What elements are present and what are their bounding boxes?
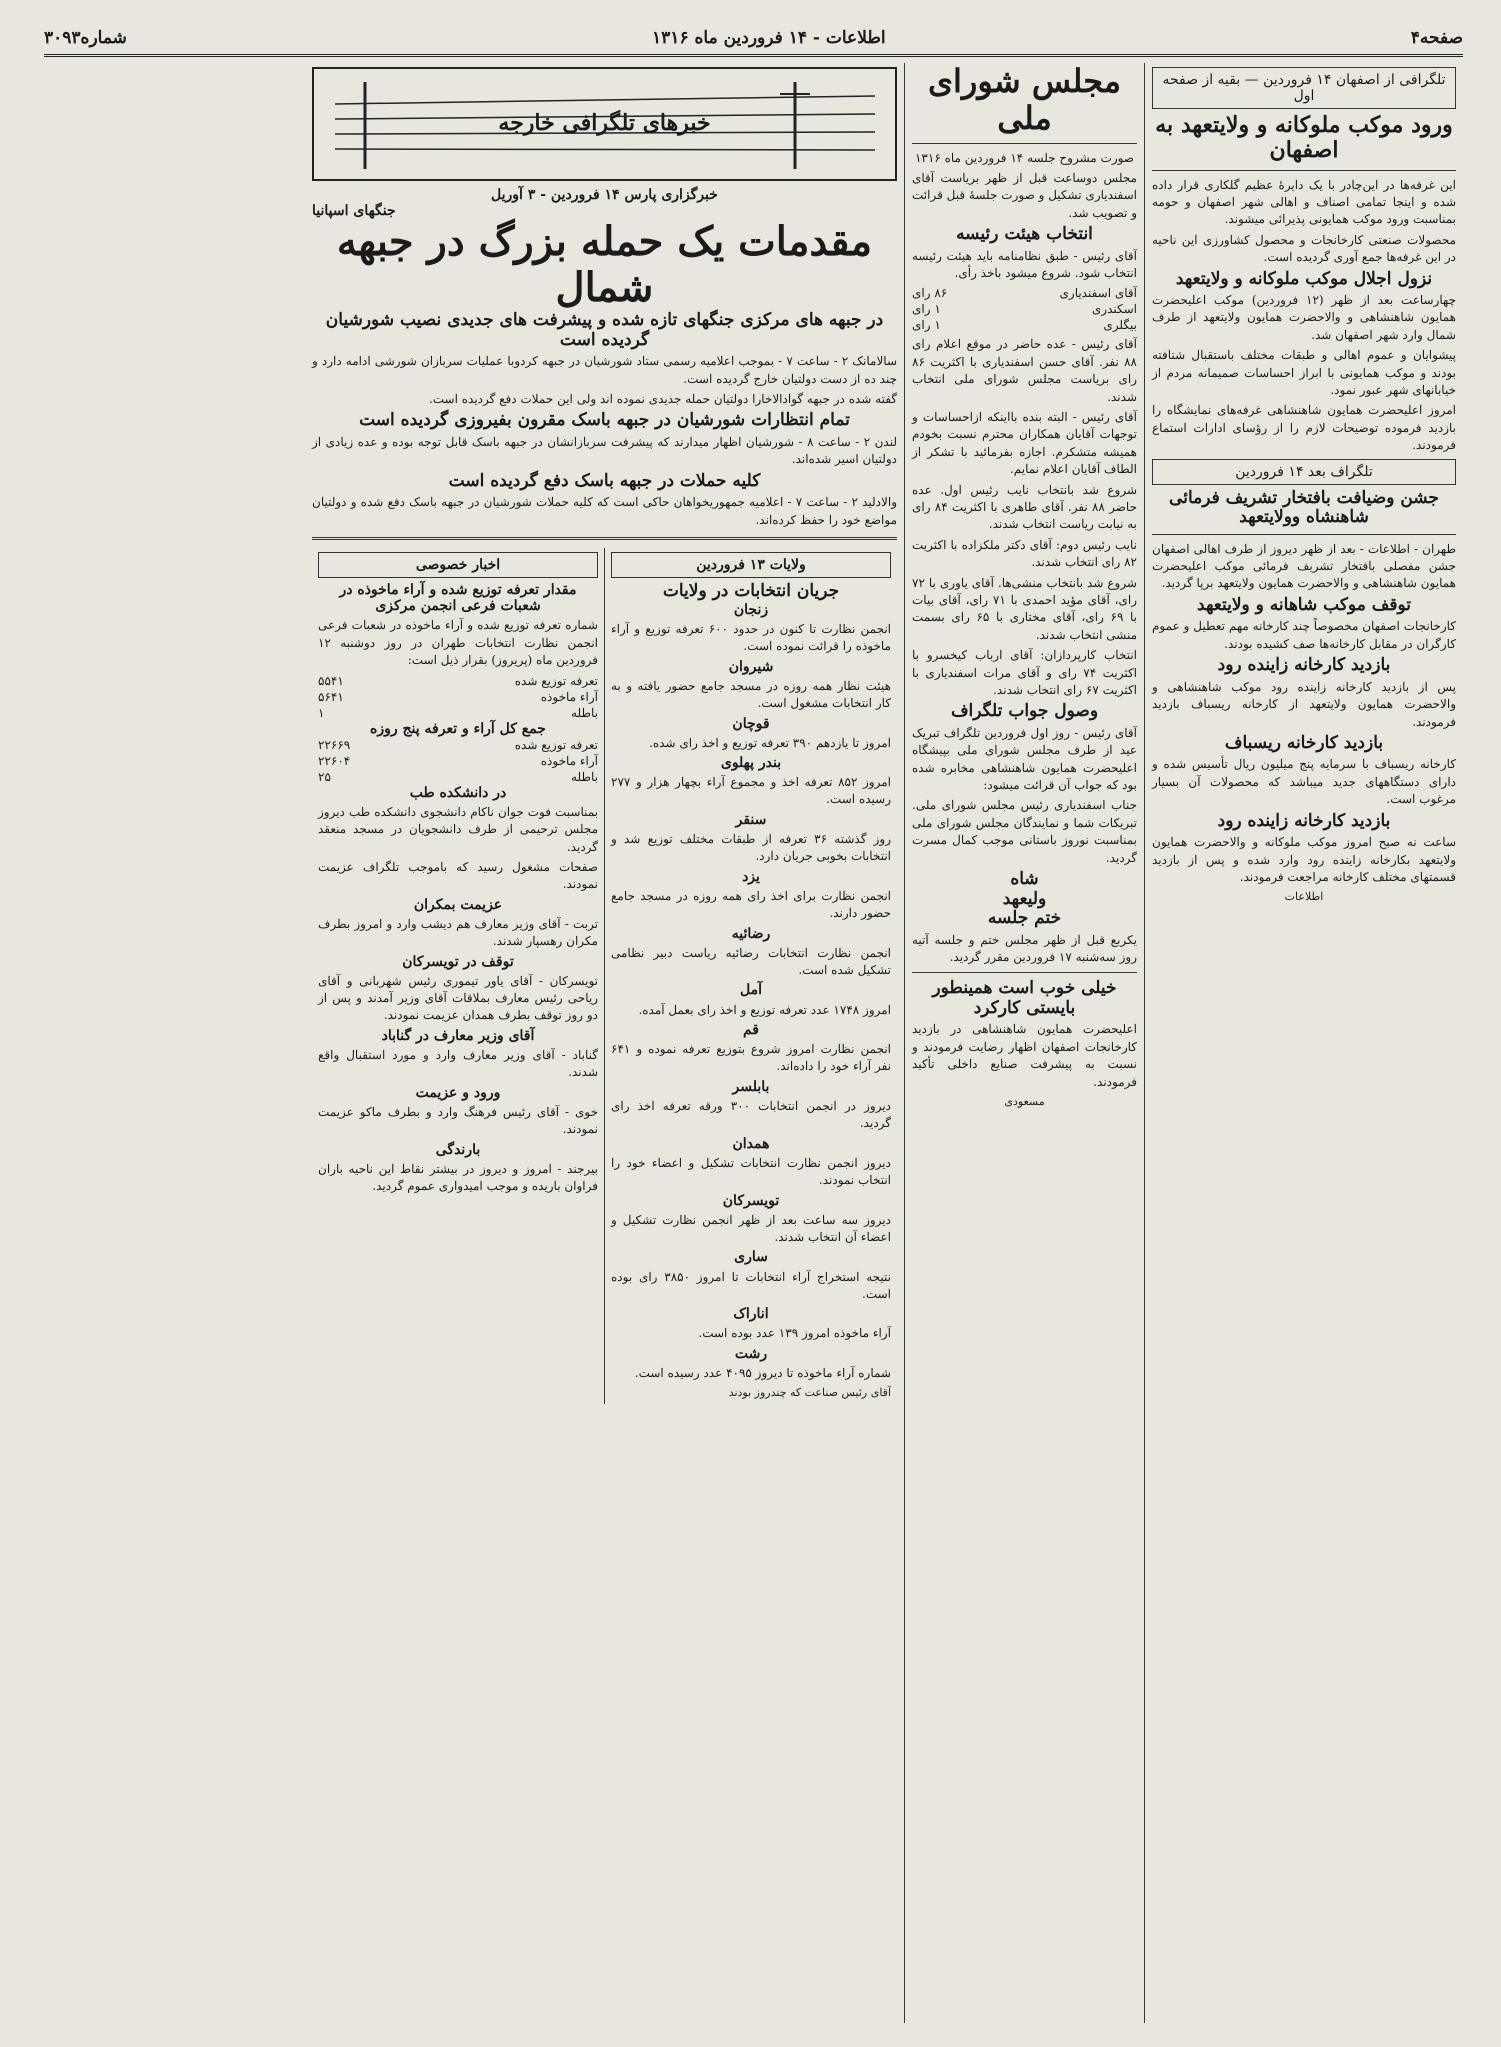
subhead: ختم جلسه <box>987 908 1062 929</box>
total-row: آراء ماخوذه ۲۲۶۰۴ <box>318 753 598 768</box>
paragraph: پیشوایان و عموم اهالی و طبقات مختلف باستقبال شتافته بودند و موکب همایونی با ابراز احساسات صمیمانه مردم از خیابانهای شهر عبور نمود. <box>1152 348 1456 398</box>
paragraph: مجلس دوساعت قبل از ظهر بریاست آقای اسفندیاری تشکیل و صورت جلسهٔ قبل قرائت و تصویب شد. <box>912 170 1137 220</box>
paragraph: کارخانه ریسباف با سرمایه پنج میلیون ریال تأسیس شده و دارای دستگاههای جدید میباشد که محصولات آن بسیار مرغوب است. <box>1152 757 1456 807</box>
province-report: دیروز انجمن نظارت انتخابات تشکیل و اعضاء خود را انتخاب نمودند. <box>611 1155 891 1188</box>
paragraph: محصولات صنعتی کارخانجات و محصول کشاورزی این ناحیه در این غرفه‌ها جمع آوری گردیده است. <box>1152 232 1456 265</box>
subhead: توقف موکب شاهانه و ولایتعهد <box>1197 594 1411 615</box>
signature: اطلاعات <box>1284 890 1324 904</box>
province-name: آمل <box>740 982 762 999</box>
signature: مسعودی <box>1004 1095 1045 1109</box>
subhead: مقدار تعرفه توزیع شده و آراء ماخوذه در شعبات فرعی انجمن مرکزی <box>339 582 577 615</box>
subhead: آقای وزیر معارف در گناباد <box>381 1027 535 1044</box>
tag-telegraph-after: تلگراف بعد ۱۴ فروردین <box>1152 459 1456 485</box>
paragraph: والادلید ۲ - ساعت ۷ - اعلامیه جمهوریخواهان حاکی است که کلیه حملات شورشیان در جبهه باسک دفع شده و دولتیان مواضع خود را حفظ کرده‌اند. <box>312 495 897 527</box>
dateline: خبرگزاری پارس ۱۴ فروردین - ۳ آوریل <box>491 187 718 203</box>
paragraph: آقای رئیس - روز اول فروردین تلگراف تبریک عید از طرف مجلس شورای ملی بپیشگاه اعلیحضرت همایون شاهنشاهی مخابره شده بود که جواب آن قرائت میشود: <box>912 725 1137 793</box>
subhead: کلیه حملات در جبهه باسک دفع گردیده است <box>448 470 761 491</box>
tally-row: باطله ۱ <box>318 705 598 720</box>
subhead: جمع کل آراء و تعرفه پنج روزه <box>370 720 546 737</box>
province-name: رشت <box>734 1345 768 1362</box>
provinces-column <box>605 548 897 1404</box>
province-report: انجمن نظارت امروز شروع بتوزیع تعرفه نموده و ۶۴۱ نفر آراء خود را داده‌اند. <box>611 1042 891 1074</box>
province-name: بابلسر <box>732 1078 770 1095</box>
subhead: جشن وضیافت بافتخار تشریف فرمائی شاهنشاه وولایتعهد <box>1169 487 1439 528</box>
masthead <box>44 28 1463 57</box>
province-report: امروز ۸۵۲ تعرفه اخذ و مجموع آراء بچهار هزار و ۲۷۷ رسیده است. <box>611 775 891 807</box>
provinces-subhead: جریان انتخابات در ولایات <box>662 581 840 602</box>
page-number: صفحه۴ <box>1410 28 1463 48</box>
columns <box>44 63 1463 2023</box>
province-report: هیئت نظار همه روزه در مسجد جامع حضور یافته و به کار انتخابات مشغول است. <box>611 678 891 711</box>
column-isfahan <box>1145 63 1463 2023</box>
paragraph: بمناسبت فوت جوان ناکام دانشجوی دانشکده طب دیروز مجلس ترحیمی از طرف دانشجویان در مسجد منعقد گردید. <box>318 804 598 854</box>
province-report: انجمن نظارت برای اخذ رای همه روزه در مسجد جامع حضور دارند. <box>611 888 891 921</box>
vote-table <box>912 285 1137 333</box>
province-name: همدان <box>732 1135 770 1152</box>
banner-title: خبرهای تلگرافی خارجه <box>498 110 711 137</box>
signature: آقای رئیس صناعت که چندروز بودند <box>728 1386 891 1400</box>
issue-number: شماره۳۰۹۳ <box>44 28 127 48</box>
subhead: ورود و عزیمت <box>415 1084 501 1101</box>
province-name: قم <box>742 1021 759 1038</box>
paragraph: سالامانک ۲ - ساعت ۷ - بموجب اعلامیه رسمی ستاد شورشیان در جبهه کردوبا عملیات سربازان شورشی ادامه دارد و چند ده از دست دولتیان خارج گردیده است. <box>312 354 898 386</box>
province-name: تویسرکان <box>722 1192 780 1209</box>
subhead: در دانشکده طب <box>409 784 507 801</box>
tally-row: تعرفه توزیع شده ۵۵۴۱ <box>318 673 598 688</box>
province-report: شماره آراء ماخوذه تا دیروز ۴۰۹۵ عدد رسیده است. <box>634 1365 891 1380</box>
tally-table <box>318 673 598 721</box>
column-world <box>305 63 905 2023</box>
province-name: اناراک <box>733 1306 769 1323</box>
paragraph: طهران - اطلاعات - بعد از ظهر دیروز از طرف اهالی اصفهان جشن مفصلی بافتخار تشریف فرمائی موکب اعلیحضرت همایون شاهنشاهی و والاحضرت همایون ولایتعهد برپا گردید. <box>1152 541 1456 591</box>
paragraph: شروع شد بانتخاب نایب رئیس اول. عده حاضر ۸۸ نفر. آقای طاهری با اکثریت ۸۴ رای به نیابت ریاست انتخاب شدند. <box>912 482 1137 532</box>
headline-isfahan: ورود موکب ملوکانه و ولایتعهد به اصفهان <box>1155 112 1453 164</box>
subhead: بازدید کارخانه زاینده رود <box>1217 655 1391 676</box>
quote: جناب اسفندیاری رئیس مجلس شورای ملی. تبریکات شما و نمایندگان مجلس شورای ملی بمناسبت نوروز باستانی موجب کمال مسرت گردید. <box>912 798 1137 865</box>
tag-telegraph: تلگرافی از اصفهان ۱۴ فروردین — بقیه از صفحه اول <box>1152 67 1456 109</box>
province-name: قوچان <box>732 715 770 732</box>
dateline: صورت مشروح جلسه ۱۴ فروردین ماه ۱۳۱۶ <box>914 150 1134 165</box>
province-report: امروز تا یازدهم ۳۹۰ تعرفه توزیع و اخذ رای شده. <box>649 735 891 750</box>
total-row: تعرفه توزیع شده ۲۲۶۶۹ <box>318 737 598 752</box>
paragraph: تویسرکان - آقای یاور تیموری رئیس شهربانی و آقای ریاحی رئیس معارف بملاقات آقای وزیر آمدند و پس از دو روز توقف بطرف همدان عزیمت نمودند. <box>318 973 598 1023</box>
province-report: انجمن نظارت انتخابات رضائیه ریاست دبیر نظامی تشکیل شده است. <box>611 945 891 978</box>
paragraph: آقای رئیس - عده حاضر در موقع اعلام رای ۸۸ نفر. آقای حسن اسفندیاری با اکثریت ۸۶ رای بریاست مجلس شورای ملی انتخاب شدند. <box>912 337 1137 404</box>
paragraph: انتخاب کارپردازان: آقای ارباب کیخسرو با اکثریت ۷۴ رای و آقای مرات اسفندیاری با اکثریت ۶۷ رای انتخاب شدند. <box>912 648 1137 697</box>
paragraph: گناباد - آقای وزیر معارف وارد و مورد استقبال واقع شدند. <box>318 1047 598 1080</box>
vote-row: اسکندری ۱ رای <box>912 302 1137 317</box>
province-name: یزد <box>742 868 760 885</box>
paragraph: ساعت نه صبح امروز موکب ملوکانه و والاحضرت همایون ولایتعهد بکارخانه زاینده رود وارد شده و پس از بازدید قسمتهای مختلف کارخانه مراجعت فرمودند. <box>1152 835 1456 884</box>
signature-shah: شاه <box>1010 868 1039 889</box>
paragraph: پس از بازدید کارخانه زاینده رود موکب شاهنشاهی و والاحضرت همایون ولایتعهد از کارخانه ریسباف بازدید فرمودند. <box>1152 679 1456 729</box>
subhead: تمام انتظارات شورشیان در جبهه باسک مقرون بفیروزی گردیده است <box>359 410 850 431</box>
paragraph: نایب رئیس دوم: آقای دکتر ملکزاده با اکثریت ۸۲ رای انتخاب شدند. <box>912 537 1137 570</box>
province-name: سنقر <box>735 811 767 828</box>
province-report: دیروز در انجمن انتخابات ۳۰۰ ورقه تعرفه اخذ رای گردید. <box>611 1098 891 1131</box>
paragraph: لندن ۲ - ساعت ۸ - شورشیان اظهار میدارند که پیشرفت سربازانشان در جبهه باسک قابل توجه بوده و عده زیادی از دولتیان اسیر شده‌اند. <box>312 435 898 467</box>
private-news-head: اخبار خصوصی <box>318 552 598 578</box>
subhead: نزول اجلال موکب ملوکانه و ولایتعهد <box>1175 268 1433 289</box>
kicker: جنگهای اسپانیا <box>312 203 396 220</box>
paragraph: آقای رئیس - البته بنده بااینکه ازاحساسات و توجهات آقایان همکاران محترم نسبت بخودم همیشه متشکرم. اجازه بفرمائید با تشکر از الطاف آقایان اعلام نمایم. <box>912 410 1137 477</box>
province-report: دیروز سه ساعت بعد از ظهر انجمن نظارت تشکیل و اعضاء آن انتخاب شدند. <box>611 1212 891 1245</box>
province-name: شیروان <box>728 658 774 675</box>
paragraph: آقای رئیس - طبق نظامنامه باید هیئت رئیسه انتخاب شود. شروع میشود باخذ رأی. <box>912 248 1137 281</box>
paragraph: کارخانجات اصفهان مخصوصاً چند کارخانه مهم تعطیل و عموم کارگران در مقابل کارخانه‌ها صف کشیده بودند. <box>1152 619 1456 651</box>
province-report: آراء ماخوذه امروز ۱۳۹ عدد بوده است. <box>698 1326 891 1341</box>
headline-majlis: مجلس شورای ملی <box>927 63 1122 137</box>
paragraph: خوی - آقای رئیس فرهنگ وارد و بطرف ماکو عزیمت نمودند. <box>318 1104 598 1137</box>
province-name: بندر پهلوی <box>720 754 782 771</box>
subhead: وصول جواب تلگراف <box>950 701 1099 722</box>
subhead: بازدید کارخانه زاینده رود <box>1217 810 1391 831</box>
signature-crown-prince: ولیعهد <box>1002 888 1047 909</box>
provinces-list <box>611 602 891 1383</box>
provinces-head: ولایات ۱۳ فروردین <box>611 552 891 578</box>
subhead: انتخاب هیئت رئیسه <box>956 224 1093 245</box>
paragraph: شماره تعرفه توزیع شده و آراء ماخوذه در شعبات فرعی انجمن نظارت انتخابات طهران در روز دوشنبه ۱۲ فروردین ماه (پریروز) بقرار ذیل است: <box>318 618 598 668</box>
province-report: امروز ۱۷۴۸ عدد تعرفه توزیع و اخذ رای بعمل آمده. <box>638 1002 891 1017</box>
province-report: انجمن نظارت تا کنون در حدود ۶۰۰ تعرفه توزیع و آراء ماخوذه را قرائت نموده است. <box>611 621 891 654</box>
vote-row: آقای اسفندیاری ۸۶ رای <box>912 286 1137 301</box>
headline-world: مقدمات یک حمله بزرگ در جبهه شمال <box>336 218 873 312</box>
column-majlis <box>905 63 1145 2023</box>
subhead: خیلی خوب است همینطور بایستی کارکرد <box>932 978 1117 1018</box>
paragraph: یکربع قبل از ظهر مجلس ختم و جلسه آتیه روز سه‌شنبه ۱۷ فروردین مقرر گردید. <box>912 932 1137 964</box>
paragraph: گفته شده در جبهه گوادالاخارا دولتیان حمله جدیدی نموده اند ولی این حملات دفع گردیده است. <box>428 392 897 407</box>
paragraph: این غرفه‌ها در این‌چادر با یک دایرهٔ عظیم گلکاری قرار داده شده و اینجا تمامی اصناف و اهالی شهر اصفهان و حومه بمناسبت ورود موکب همایونی پذیرائی میشوند. <box>1152 177 1456 227</box>
masthead-title: اطلاعات - ۱۴ فروردین ماه ۱۳۱۶ <box>652 28 886 48</box>
paragraph: صفحات مشغول رسید که باموجب تلگراف عزیمت نمودند. <box>318 859 598 892</box>
foreign-news-banner <box>312 67 897 181</box>
paragraph: بیرجند - امروز و دیروز در بیشتر نقاط این ناحیه باران فراوان باریده و موجب امیدواری عموم گردید. <box>318 1161 598 1194</box>
province-report: روز گذشته ۳۶ تعرفه از طبقات مختلف توزیع شد و انتخابات بخوبی جریان دارد. <box>611 831 892 864</box>
province-name: رضائیه <box>731 925 771 942</box>
paragraph: شروع شد بانتخاب منشی‌ها. آقای یاوری با ۷۲ رای، آقای مؤید احمدی با ۷۱ رای، آقای بیات با ۶۹ رای، آقای مختاری با ۶۵ رای بسمت منشی انتخاب شدند. <box>912 575 1137 642</box>
lower-subcolumns <box>312 548 897 1404</box>
total-row: باطله ۲۵ <box>318 769 598 784</box>
province-report: نتیجه استخراج آراء انتخابات تا امروز ۳۸۵۰ رای بوده است. <box>611 1269 891 1301</box>
subhead: بازدید کارخانه ریسباف <box>1224 732 1384 753</box>
private-news-column <box>312 548 605 1404</box>
subheadline: در جبهه های مرکزی جنگهای تازه شده و پیشرفت های جدیدی نصیب شورشیان گردیده است <box>325 310 884 350</box>
paragraph: اعلیحضرت همایون شاهنشاهی در بازدید کارخانجات اصفهان اظهار رضایت فرمودند و نسبت به پیشرفت صنایع داخلی تأکید فرمودند. <box>912 1022 1137 1089</box>
tally-row: آراء ماخوذه ۵۶۴۱ <box>318 689 598 704</box>
vote-row: بیگلری ۱ رای <box>912 318 1137 333</box>
paragraph: تربت - آقای وزیر معارف هم دیشب وارد و امروز بطرف مکران رهسپار شدند. <box>318 916 598 949</box>
paragraph: امروز اعلیحضرت همایون شاهنشاهی غرفه‌های نمایشگاه را بازدید فرموده توضیحات لازم را از رؤسای ادارات استماع فرمودند. <box>1152 403 1456 453</box>
subhead: عزیمت بمکران <box>413 896 503 913</box>
subhead: توقف در تویسرکان <box>402 953 514 970</box>
province-name: ساری <box>734 1249 768 1266</box>
total-table <box>318 737 598 785</box>
subhead: بارندگی <box>435 1141 481 1158</box>
paragraph: چهارساعت بعد از ظهر (۱۲ فروردین) موکب اعلیحضرت همایون شاهنشاهی و والاحضرت همایون ولایتعهد از طرف شمال وارد شهر اصفهان شد. <box>1152 293 1456 342</box>
province-name: زنجان <box>733 601 769 618</box>
